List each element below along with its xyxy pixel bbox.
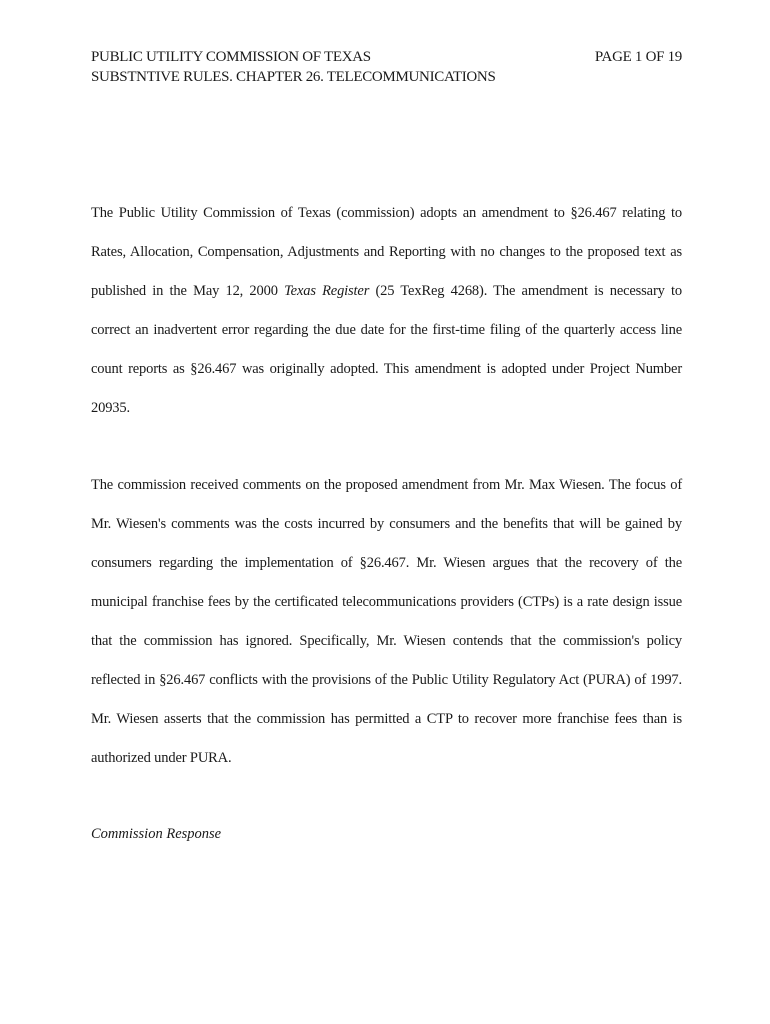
- header-top-line: [91, 47, 682, 67]
- publication-name: Texas Register: [284, 283, 370, 299]
- paragraph-adoption-text-b: (25 TexReg 4268). The amendment is necessary to correct an inadvertent error regarding the due date for the first-time filing of the quarterly access line count reports as §26.467 was originally adopted. This amendment is adopted under Project Number 20935.: [91, 283, 682, 416]
- agency-name: PUBLIC UTILITY COMMISSION OF TEXAS: [91, 49, 371, 65]
- paragraph-adoption: [91, 194, 682, 428]
- chapter-title: SUBSTNTIVE RULES. CHAPTER 26. TELECOMMUNICATIONS: [91, 69, 496, 85]
- paragraph-adoption-text-a: The Public Utility Commission of Texas (commission) adopts an amendment to §26.467 relating to Rates, Allocation, Compensation, Adjustments and Reporting with no changes to the proposed text as published in the May 12, 2000: [91, 205, 682, 299]
- header-chapter-line: [91, 67, 682, 87]
- section-heading-commission-response: Commission Response: [91, 826, 222, 842]
- paragraph-comments: The commission received comments on the proposed amendment from Mr. Max Wiesen. The focus of Mr. Wiesen's comments was the costs incurred by consumers and the benefits that will be gained by consumers regarding the implementation of §26.467. Mr. Wiesen argues that the recovery of the municipal franchise fees by the certificated telecommunications providers (CTPs) is a rate design issue that the commission has ignored. Specifically, Mr. Wiesen contends that the commission's policy reflected in §26.467 conflicts with the provisions of the Public Utility Regulatory Act (PURA) of 1997. Mr. Wiesen asserts that the commission has permitted a CTP to recover more franchise fees than is authorized under PURA.: [91, 477, 682, 766]
- page-header: [91, 47, 682, 87]
- page-number: PAGE 1 OF 19: [594, 49, 682, 65]
